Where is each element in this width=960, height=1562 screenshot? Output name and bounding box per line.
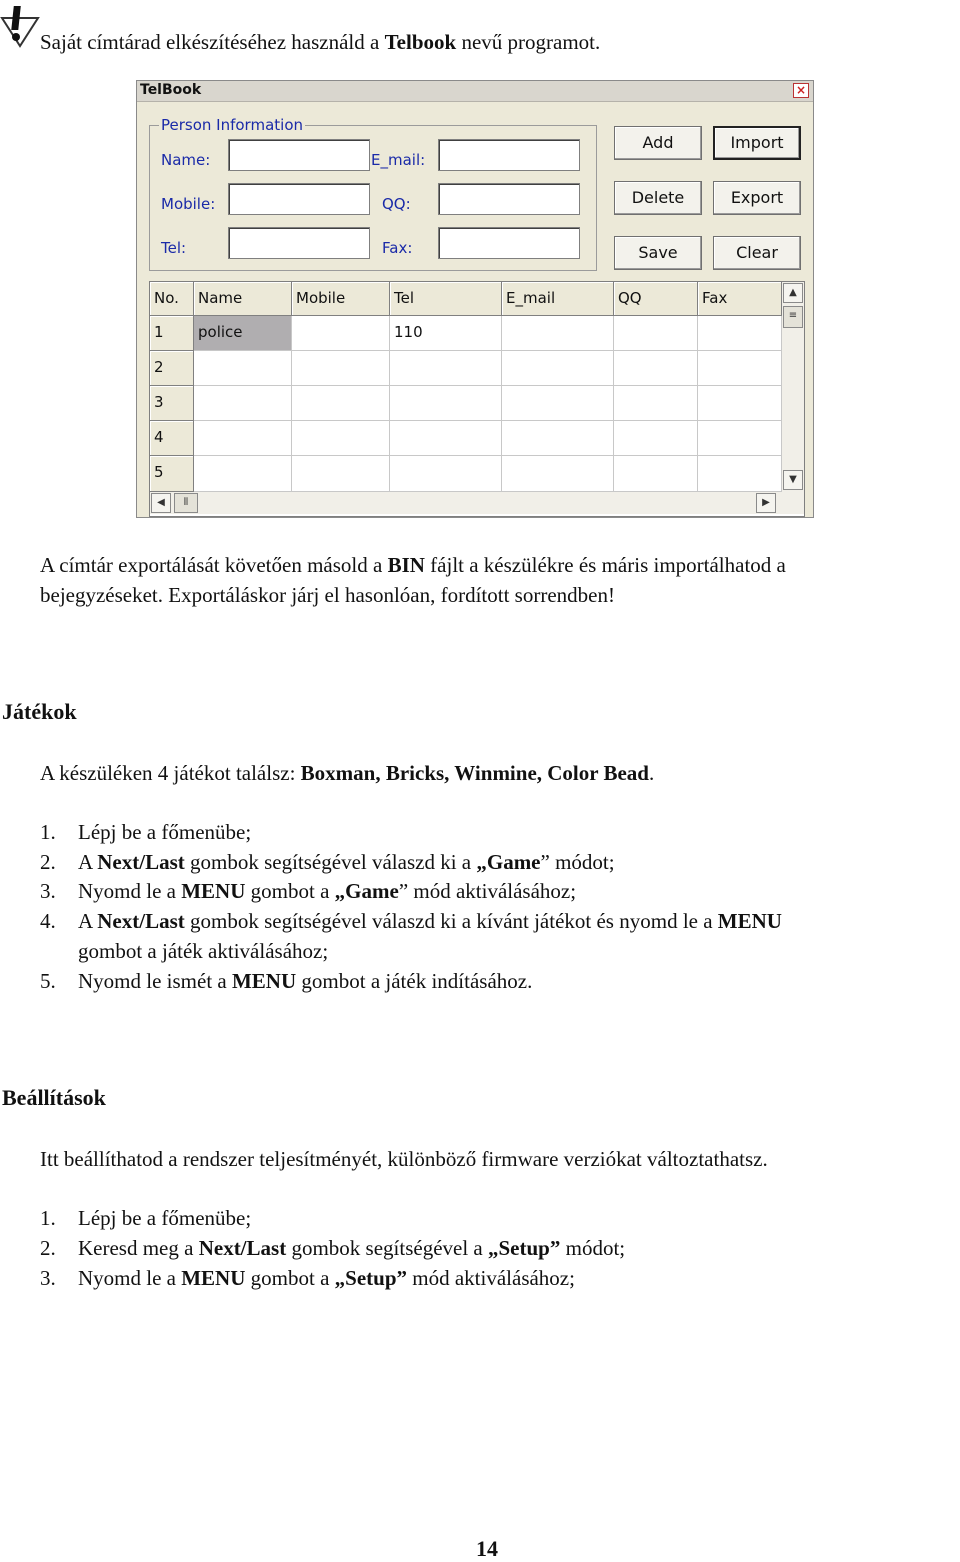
games-step-2: 2. A Next/Last gombok segítségével válaszd ki a „Game” módot; (40, 850, 615, 874)
email-field[interactable] (438, 139, 580, 171)
vertical-scrollbar[interactable] (782, 282, 804, 492)
column-header-fax[interactable]: Fax (698, 282, 782, 316)
column-header-email[interactable]: E_mail (502, 282, 614, 316)
fax-label: Fax: (382, 239, 413, 257)
table-cell-email[interactable] (502, 351, 614, 386)
clear-button[interactable]: Clear (713, 236, 801, 270)
row-number[interactable]: 4 (150, 421, 194, 456)
scroll-down-icon[interactable]: ▼ (783, 470, 803, 490)
table-cell-mobile[interactable] (292, 316, 390, 351)
page-number: 14 (476, 1536, 498, 1561)
row-number[interactable]: 1 (150, 316, 194, 351)
column-header-no[interactable]: No. (150, 282, 194, 316)
tel-field[interactable] (228, 227, 370, 259)
row-number[interactable]: 5 (150, 456, 194, 492)
table-cell-mobile[interactable] (292, 421, 390, 456)
export-button[interactable]: Export (713, 181, 801, 215)
games-step-5: 5. Nyomd le ismét a MENU gombot a játék indításához. (40, 969, 533, 993)
table-cell-name[interactable] (194, 386, 292, 421)
table-cell-email[interactable] (502, 316, 614, 351)
horizontal-scrollbar[interactable] (150, 492, 804, 514)
delete-button[interactable]: Delete (614, 181, 702, 215)
table-cell-tel[interactable] (390, 421, 502, 456)
intro-paragraph: Saját címtárad elkészítéséhez használd a Telbook nevű programot. (40, 30, 601, 54)
table-cell-qq[interactable] (614, 456, 698, 492)
table-cell-name[interactable] (194, 456, 292, 492)
group-title: Person Information (161, 116, 304, 134)
scroll-right-icon[interactable]: ▶ (756, 493, 776, 513)
table-cell-mobile[interactable] (292, 456, 390, 492)
row-number[interactable]: 2 (150, 351, 194, 386)
table-cell-fax[interactable] (698, 316, 782, 351)
email-label: E_mail: (371, 151, 426, 169)
fax-field[interactable] (438, 227, 580, 259)
scroll-up-icon[interactable]: ▲ (783, 283, 803, 303)
name-field[interactable] (228, 139, 370, 171)
row-number[interactable]: 3 (150, 386, 194, 421)
table-cell-email[interactable] (502, 386, 614, 421)
table-cell-email[interactable] (502, 456, 614, 492)
table-cell-fax[interactable] (698, 421, 782, 456)
table-cell-fax[interactable] (698, 351, 782, 386)
name-label: Name: (161, 151, 211, 169)
table-cell-mobile[interactable] (292, 386, 390, 421)
column-header-tel[interactable]: Tel (390, 282, 502, 316)
column-header-mobile[interactable]: Mobile (292, 282, 390, 316)
games-step-1: 1. Lépj be a főmenübe; (40, 820, 252, 844)
table-cell-tel[interactable] (390, 456, 502, 492)
table-cell-email[interactable] (502, 421, 614, 456)
export-paragraph-line2: bejegyzéseket. Exportáláskor járj el hasonlóan, fordított sorrendben! (40, 583, 615, 607)
tel-label: Tel: (161, 239, 187, 257)
export-paragraph-line1: A címtár exportálását követően másold a BIN fájlt a készülékre és máris importálhatod a (40, 553, 786, 577)
window-title: TelBook (140, 82, 202, 98)
import-button[interactable]: Import (713, 126, 801, 160)
settings-intro: Itt beállíthatod a rendszer teljesítményét, különböző firmware verziókat változtathatsz. (40, 1147, 768, 1171)
close-button[interactable]: × (793, 83, 809, 98)
games-step-4-continued: gombot a játék aktiválásához; (78, 939, 329, 963)
table-cell-qq[interactable] (614, 421, 698, 456)
scroll-thumb[interactable]: ≡ (783, 306, 803, 328)
title-bar (137, 81, 813, 102)
table-cell-name[interactable] (194, 351, 292, 386)
table-cell-tel[interactable]: 110 (390, 316, 502, 351)
table-cell-mobile[interactable] (292, 351, 390, 386)
table-cell-fax[interactable] (698, 456, 782, 492)
scroll-left-icon[interactable]: ◀ (151, 493, 171, 513)
column-header-name[interactable]: Name (194, 282, 292, 316)
telbook-window (136, 80, 814, 518)
table-cell-tel[interactable] (390, 351, 502, 386)
mobile-label: Mobile: (161, 195, 216, 213)
games-intro: A készüléken 4 játékot találsz: Boxman, Bricks, Winmine, Color Bead. (40, 761, 655, 785)
games-heading: Játékok (2, 699, 77, 724)
settings-heading: Beállítások (2, 1085, 106, 1110)
table-cell-name[interactable] (194, 421, 292, 456)
scroll-thumb[interactable]: ⦀ (174, 493, 198, 513)
save-button[interactable]: Save (614, 236, 702, 270)
settings-step-2: 2. Keresd meg a Next/Last gombok segítségével a „Setup” módot; (40, 1236, 626, 1260)
column-header-qq[interactable]: QQ (614, 282, 698, 316)
qq-label: QQ: (382, 195, 411, 213)
add-button[interactable]: Add (614, 126, 702, 160)
table-cell-qq[interactable] (614, 386, 698, 421)
games-step-3: 3. Nyomd le a MENU gombot a „Game” mód aktiválásához; (40, 879, 577, 903)
games-step-4: 4. A Next/Last gombok segítségével válaszd ki a kívánt játékot és nyomd le a MENU (40, 909, 782, 933)
table-cell-tel[interactable] (390, 386, 502, 421)
qq-field[interactable] (438, 183, 580, 215)
contacts-table (149, 281, 805, 517)
table-cell-fax[interactable] (698, 386, 782, 421)
warning-icon (0, 4, 40, 48)
table-cell-qq[interactable] (614, 351, 698, 386)
table-cell-qq[interactable] (614, 316, 698, 351)
settings-step-3: 3. Nyomd le a MENU gombot a „Setup” mód aktiválásához; (40, 1266, 575, 1290)
mobile-field[interactable] (228, 183, 370, 215)
table-cell-name[interactable]: police (194, 316, 292, 351)
settings-step-1: 1. Lépj be a főmenübe; (40, 1206, 252, 1230)
